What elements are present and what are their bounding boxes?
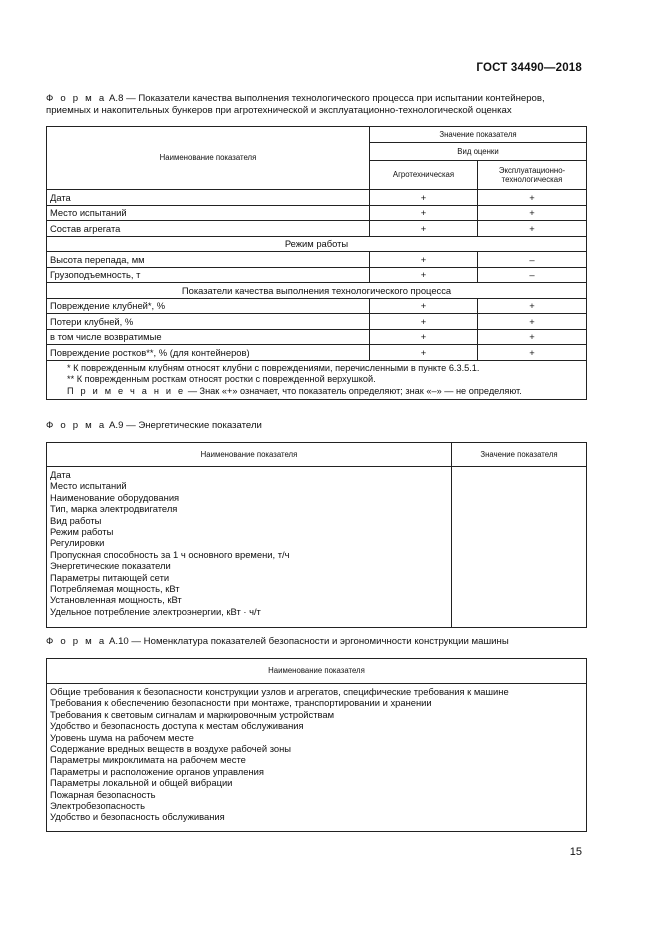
a8-header-name: Наименование показателя [47,127,370,190]
form-a10-title-prefix: Ф о р м а [46,636,107,647]
list-item: Параметры микроклимата на рабочем месте [50,754,246,766]
table-row: Потери клубней, % + + [47,314,587,330]
list-item: Требования к обеспечению безопасности при монтаже, транспортировании и хранении [50,697,432,709]
list-item: Параметры и расположение органов управления [50,765,264,777]
a8-note-1: * К поврежденным клубням относят клубни с повреждениями, перечисленными в пункте 6.3.5.1. [67,362,480,373]
a8-notes [47,360,587,400]
list-item: Режим работы [50,526,114,538]
a9-header-name: Наименование показателя [47,443,452,467]
form-a9-title [46,420,586,432]
section-row [47,283,587,299]
form-a9-title-prefix: Ф о р м а [46,420,107,431]
form-a10-table [46,658,587,832]
list-item: Тип, марка электродвигателя [50,503,178,515]
list-item: Место испытаний [50,480,127,492]
list-item: Удельное потребление электроэнергии, кВт · ч/т [50,605,261,617]
table-row: Состав агрегата + + [47,221,587,237]
list-item: Удобство и безопасность доступа к местам обслуживания [50,720,304,732]
list-item: Вид работы [50,514,102,526]
table-row: Грузоподъемность, т + – [47,267,587,283]
list-item: Параметры питающей сети [50,571,170,583]
form-a9-title-text: А.9 — Энергетические показатели [106,420,262,431]
list-item: Общие требования к безопасности конструкции узлов и агрегатов, специфические требования к машине [50,686,509,697]
list-item: Регулировки [50,537,105,549]
notes-row [47,360,587,400]
table-row: Место испытаний + + [47,205,587,221]
a8-header-exploit: Эксплуатационно-технологическая [478,161,587,190]
table-row: Повреждение ростков**, % (для контейнеров) + + [47,345,587,361]
a8-header-agro: Агротехническая [370,161,478,190]
list-item: Установленная мощность, кВт [50,594,182,606]
list-item: Электробезопасность [50,800,145,812]
list-item: Удобство и безопасность обслуживания [50,811,225,823]
table-row: Повреждение клубней*, % + + [47,298,587,314]
a8-note-3-label: П р и м е ч а н и е [67,385,186,396]
a10-header-name: Наименование показателя [47,659,587,684]
a8-note-3-text: — Знак «+» означает, что показатель определяют; знак «–» — не определяют. [185,385,522,396]
table-row: Дата + + [47,190,587,206]
form-a8-title-text: А.8 — Показатели качества выполнения технологического процесса при испытании контейнеров, приемных и накопительных бункеров при агротехнической и эксплуатационно-технологической оценках [46,93,545,116]
page-number: 15 [569,846,582,858]
a8-header-eval-type: Вид оценки [370,143,587,161]
list-item: Содержание вредных веществ в воздухе рабочей зоны [50,743,292,755]
table-row: в том числе возвратимые + + [47,329,587,345]
a8-section-quality: Показатели качества выполнения технологического процесса [47,283,587,299]
form-a10-title [46,636,586,648]
list-item: Пропускная способность за 1 ч основного времени, т/ч [50,548,290,560]
list-item: Параметры локальной и общей вибрации [50,777,233,789]
form-a8-title [46,93,586,116]
form-a10-title-text: А.10 — Номенклатура показателей безопасности и эргономичности конструкции машины [106,636,509,647]
form-a8-table [46,126,587,400]
a10-items-cell [47,684,587,832]
a8-note-3 [67,386,581,398]
list-item: Уровень шума на рабочем месте [50,731,194,743]
form-a8-title-prefix: Ф о р м а [46,93,107,104]
form-a9-table [46,442,587,628]
list-item: Наименование оборудования [50,491,180,503]
document-code: ГОСТ 34490—2018 [476,62,582,74]
list-item: Дата [50,469,71,480]
a9-value-cell [452,467,587,628]
table-row: Высота перепада, мм + – [47,252,587,268]
a8-header-value: Значение показателя [370,127,587,143]
list-item: Пожарная безопасность [50,788,156,800]
list-item: Потребляемая мощность, кВт [50,583,180,595]
a9-items-cell [47,467,452,628]
section-row [47,236,587,252]
a8-note-2: ** К поврежденным росткам относят ростки с поврежденной верхушкой. [67,374,376,384]
list-item: Энергетические показатели [50,560,171,572]
a9-header-value: Значение показателя [452,443,587,467]
list-item: Требования к световым сигналам и маркировочным устройствам [50,708,335,720]
a8-section-mode: Режим работы [47,236,587,252]
